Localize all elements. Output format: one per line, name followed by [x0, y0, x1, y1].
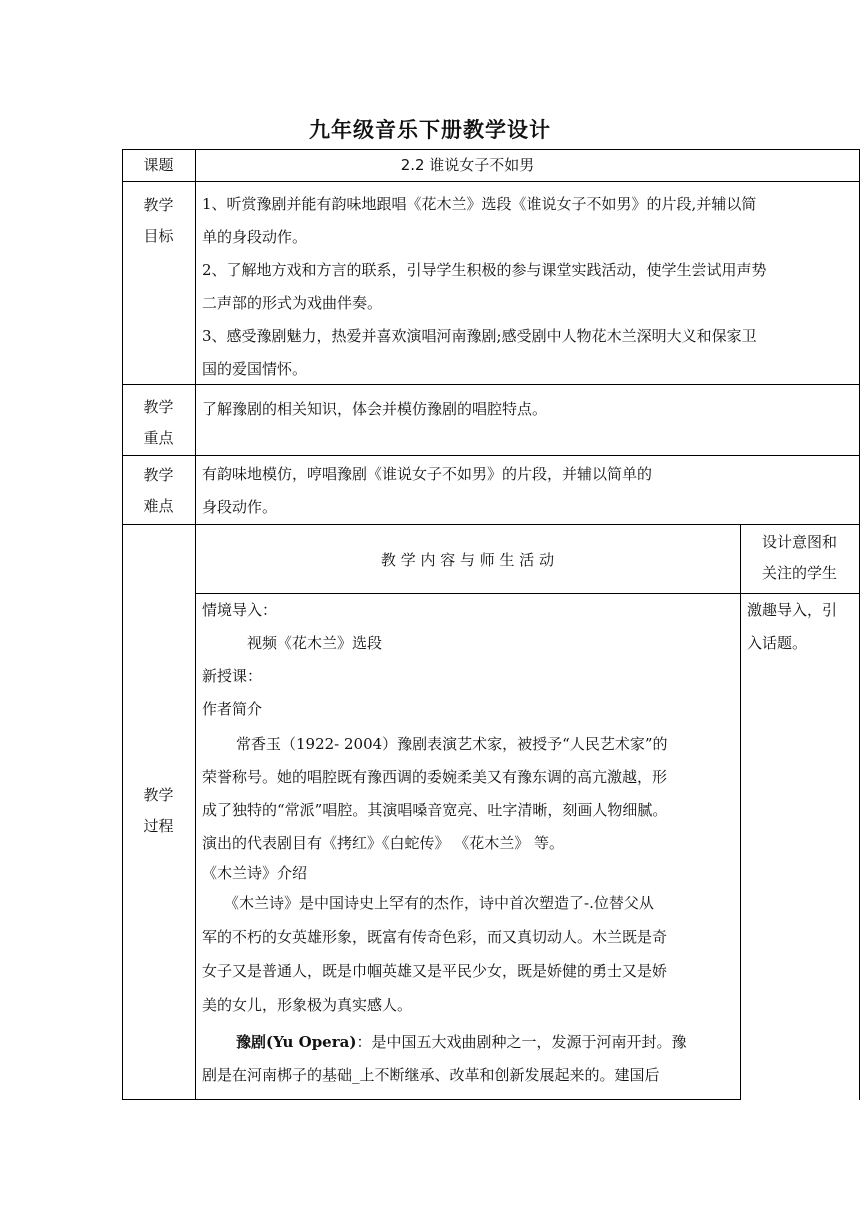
- poem-line: 美的女儿，形象极为真实感人。: [202, 996, 413, 1014]
- intro-heading: 情境导入：: [202, 601, 278, 619]
- goals-label: 教学 目标: [143, 196, 174, 245]
- process-intent-text: 激趣导入，引 入话题。: [747, 601, 838, 652]
- process-intent-header: 设计意图和 关注的学生: [761, 533, 837, 582]
- poem-line: 女子又是普通人，既是巾帼英雄又是平民少女，既是娇健的勇士又是娇: [202, 962, 668, 980]
- goal-line: 1、听赏豫剧并能有韵味地跟唱《花木兰》选段《谁说女子不如男》的片段,并辅以简: [202, 195, 757, 213]
- topic-label: 课题: [143, 156, 174, 174]
- author-line: 成了独特的“常派”唱腔。其演唱嗓音宽亮、吐字清晰，刻画人物细腻。: [202, 801, 668, 819]
- author-line: 荣誉称号。她的唱腔既有豫西调的委婉柔美又有豫东调的高亢激越，形: [202, 768, 668, 786]
- author-heading: 作者简介: [202, 700, 263, 718]
- new-lesson-heading: 新授课：: [202, 667, 263, 685]
- poem-heading: 《木兰诗》介绍: [202, 864, 308, 882]
- process-content-header: 教 学 内 容 与 师 生 活 动: [380, 551, 555, 569]
- author-line: 演出的代表剧目有《拷红》《白蛇传》 《花木兰》 等。: [202, 834, 565, 852]
- intro-item: 视频《花木兰》选段: [247, 634, 383, 652]
- opera-line: 豫剧(Yu Opera)：是中国五大戏曲剧种之一，发源于河南开封。豫: [236, 1033, 687, 1051]
- topic-value: 2.2 谁说女子不如男: [400, 156, 535, 174]
- difficulties-text: 有韵味地模仿，哼唱豫剧《谁说女子不如男》的片段，并辅以简单的 身段动作。: [202, 465, 653, 516]
- author-line: 常香玉（1922- 2004）豫剧表演艺术家，被授予“人民艺术家”的: [236, 735, 668, 753]
- goal-line: 国的爱国情怀。: [202, 360, 308, 378]
- difficulties-label: 教学 难点: [143, 466, 174, 515]
- process-label: 教学 过程: [143, 786, 174, 835]
- poem-line: 军的不朽的女英雄形象，既富有传奇色彩，而又真切动人。木兰既是奇: [202, 928, 668, 946]
- goal-line: 3、感受豫剧魅力，热爱并喜欢演唱河南豫剧;感受剧中人物花木兰深明大义和保家卫: [202, 327, 757, 345]
- goal-line: 单的身段动作。: [202, 228, 308, 246]
- goals-text: [202, 188, 857, 386]
- process-content: [202, 594, 737, 1092]
- document-title: 九年级音乐下册教学设计: [309, 118, 551, 142]
- opera-line: 剧是在河南梆子的基础_上不断继承、改革和创新发展起来的。建国后: [202, 1066, 660, 1084]
- goal-line: 二声部的形式为戏曲伴奏。: [202, 294, 383, 312]
- goal-line: 2、了解地方戏和方言的联系，引导学生积极的参与课堂实践活动，使学生尝试用声势: [202, 261, 767, 279]
- key-points-text: 了解豫剧的相关知识，体会并模仿豫剧的唱腔特点。: [202, 400, 548, 418]
- opera-term: 豫剧(Yu Opera): [236, 1033, 357, 1051]
- key-points-label: 教学 重点: [143, 398, 174, 447]
- poem-line: 《木兰诗》是中国诗史上罕有的杰作，诗中首次塑造了-.位替父从: [224, 894, 654, 912]
